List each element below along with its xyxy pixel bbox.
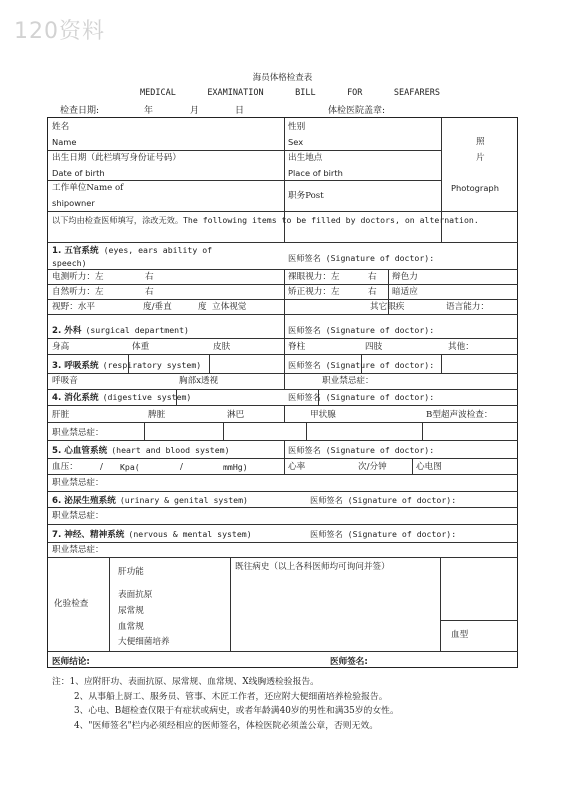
- weight-label: 体重: [132, 342, 150, 352]
- thyroid-label: 甲状腺: [310, 410, 336, 420]
- section-title-en: (urinary & genital system): [119, 495, 248, 505]
- form-title-chinese: 海员体格检查表: [252, 73, 313, 83]
- ultrasound-label: B型超声波检查：: [426, 410, 493, 420]
- chest-xray-label: 胸部x透视: [179, 376, 219, 386]
- occupational-contraindication-label: 职业禁忌症：: [52, 545, 104, 555]
- exam-date-label: 检查日期:: [60, 106, 100, 116]
- section-title-en: speech): [52, 258, 87, 268]
- occupational-contraindication-label: 职业禁忌症：: [322, 376, 374, 386]
- doctor-signature-field: 医师签名 (Signature of doctor):: [310, 529, 457, 539]
- electric-hearing-label: 电测听力：左: [52, 272, 104, 282]
- employer-label: 工作单位Name of: [52, 183, 124, 193]
- occupational-contraindication-label: 职业禁忌症：: [52, 478, 104, 488]
- blood-routine-label: 血常规: [118, 622, 144, 632]
- title-word: FOR: [347, 88, 363, 98]
- conclusion-signature-label: 医师签名:: [330, 657, 368, 667]
- note-item: 4、"医师签名"栏内必须经相应的医师签名，体检医院必须盖公章，否则无效。: [74, 720, 378, 731]
- section-title: 1. 五官系统: [52, 246, 99, 256]
- section-title-en: (digestive system): [102, 392, 192, 402]
- day-label: 日: [235, 106, 245, 116]
- form-title-english: [140, 88, 440, 98]
- notes-section: [52, 675, 399, 733]
- mmhg-unit: mmHg): [223, 462, 248, 472]
- dark-adaptation-label: 暗适应: [392, 287, 418, 297]
- title-word: MEDICAL: [140, 88, 176, 98]
- lymph-label: 淋巴: [227, 410, 245, 420]
- bp-slash: /: [180, 462, 183, 472]
- dob-label-en: Date of birth: [52, 168, 105, 178]
- section-title-en: (nervous & mental system): [128, 529, 252, 539]
- kpa-unit: Kpa(: [120, 462, 140, 472]
- lab-test-label: 化验检查: [54, 599, 89, 609]
- title-word: SEAFARERS: [393, 88, 440, 98]
- doctor-signature-field: 医师签名 (Signature of doctor):: [288, 445, 435, 455]
- right-label: 右: [145, 272, 154, 282]
- other-eye-disease-label: 其它眼疾: [370, 302, 405, 312]
- liver-label: 肝脏: [52, 410, 70, 420]
- doctor-signature-field: 医师签名 (Signature of doctor):: [288, 360, 435, 370]
- occupational-contraindication-label: 职业禁忌症：: [52, 511, 104, 521]
- year-label: 年: [144, 106, 154, 116]
- stereo-vision-label: 立体视觉: [212, 302, 247, 312]
- section-title-en: (heart and blood system): [111, 445, 230, 455]
- section-title: 6. 泌尿生殖系统: [52, 496, 116, 506]
- doctor-signature-field: 医师签名 (Signature of doctor):: [288, 392, 435, 402]
- height-label: 身高: [52, 342, 70, 352]
- section-title: 4. 消化系统: [52, 393, 99, 403]
- section-title-en: (surgical department): [85, 325, 189, 335]
- doctor-instruction: 以下均由检查医师填写，涂改无效。The following items to be filled by doctors, on alternation.: [52, 215, 479, 225]
- blood-pressure-label: 血压：: [52, 462, 78, 472]
- right-label: 右: [368, 272, 377, 282]
- title-word: EXAMINATION: [207, 88, 264, 98]
- right-label: 右: [145, 287, 154, 297]
- exam-form-table: [47, 117, 518, 668]
- section-title-en: (respiratory system): [102, 360, 202, 370]
- photo-label-en: Photograph: [451, 183, 499, 193]
- color-sense-label: 辩色力: [392, 272, 418, 282]
- limbs-label: 四肢: [365, 342, 383, 352]
- stool-culture-label: 大便细菌培养: [118, 637, 170, 647]
- photo-label-cn: 片: [476, 153, 485, 163]
- skin-label: 皮肤: [213, 342, 231, 352]
- post-label: 职务Post: [288, 191, 324, 201]
- section-title: 5. 心血管系统: [52, 446, 108, 456]
- pob-label-cn: 出生地点: [288, 153, 323, 163]
- ecg-label: 心电图: [416, 462, 442, 472]
- name-label-en: Name: [52, 137, 77, 147]
- other-label: 其他：: [448, 342, 474, 352]
- doctor-signature-field: 医师签名 (Signature of doctor):: [310, 495, 457, 505]
- per-minute-label: 次/分钟: [358, 462, 387, 472]
- section-title: 7. 神经、精神系统: [52, 530, 125, 540]
- breath-sound-label: 呼吸音: [52, 376, 78, 386]
- doctor-signature-field: 医师签名 (Signature of doctor):: [288, 253, 435, 263]
- doctor-signature-field: 医师签名 (Signature of doctor):: [288, 325, 435, 335]
- dob-label-cn: 出生日期（此栏填写身份证号码）: [52, 153, 181, 163]
- name-label-cn: 姓名: [52, 122, 70, 132]
- pob-label-en: Place of birth: [288, 168, 343, 178]
- occupational-contraindication-label: 职业禁忌症：: [52, 428, 104, 438]
- section-title: 3. 呼吸系统: [52, 361, 99, 371]
- spleen-label: 脾脏: [148, 410, 166, 420]
- sex-label-cn: 性别: [288, 122, 306, 132]
- photo-label-cn: 照: [476, 137, 485, 147]
- section-title-en: (eyes, ears ability of: [103, 245, 213, 255]
- watermark-text: 120资料: [14, 19, 105, 44]
- title-word: BILL: [295, 88, 316, 98]
- medical-history-label: 既往病史（以上各科医师均可询问并签）: [235, 562, 390, 572]
- natural-hearing-label: 自然听力：左: [52, 287, 104, 297]
- bp-slash: /: [100, 462, 103, 472]
- doctor-conclusion-label: 医师结论:: [52, 657, 90, 667]
- note-item: 注：1、应附肝功、表面抗原、尿常规、血常规、X线胸透检验报告。: [52, 677, 319, 687]
- hbsag-label: 表面抗原: [118, 590, 153, 600]
- blood-type-label: 血型: [451, 630, 469, 640]
- spine-label: 脊柱: [288, 342, 306, 352]
- hospital-seal-label: 体检医院盖章:: [328, 106, 386, 116]
- note-item: 3、心电、B超检查仅限于有症状或病史，或者年龄满40岁的男性和满35岁的女性。: [74, 706, 399, 716]
- urine-routine-label: 尿常规: [118, 606, 144, 616]
- degree-label: 度: [198, 302, 207, 312]
- month-label: 月: [190, 106, 200, 116]
- corrected-vision-label: 矫正视力：左: [288, 287, 340, 297]
- degree-vertical-label: 度/垂直: [143, 302, 172, 312]
- liver-function-label: 肝功能: [118, 567, 144, 577]
- right-label: 右: [368, 287, 377, 297]
- sex-label-en: Sex: [288, 137, 304, 147]
- employer-label: shipowner: [52, 198, 95, 208]
- naked-eye-vision-label: 裸眼视力：左: [288, 272, 340, 282]
- note-item: 2、从事船上厨工、服务员、管事、木匠工作者，还应附大便细菌培养检验报告。: [74, 691, 388, 702]
- language-ability-label: 语言能力：: [446, 302, 489, 312]
- heart-rate-label: 心率: [288, 462, 306, 472]
- visual-field-label: 视野：水平: [52, 302, 95, 312]
- section-title: 2. 外科: [52, 326, 82, 336]
